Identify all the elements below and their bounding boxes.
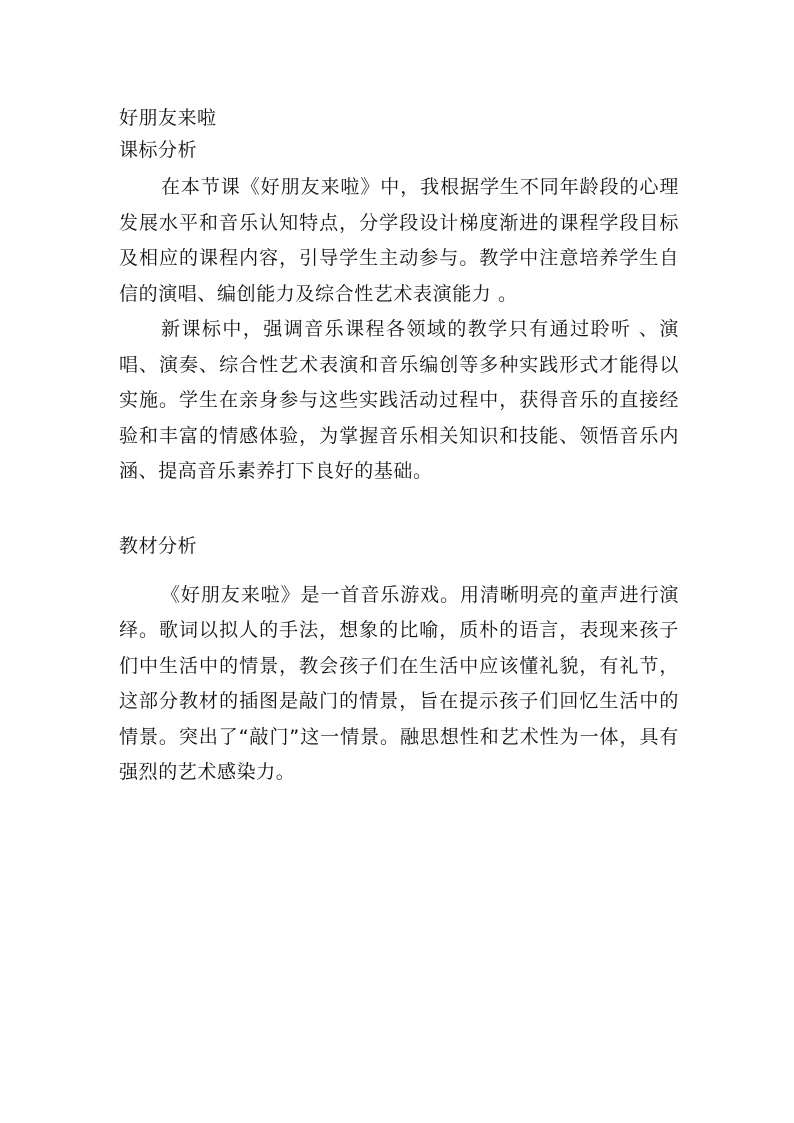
paragraph-material-1: 《好朋友来啦》是一首音乐游戏。用清晰明亮的童声进行演绎。歌词以拟人的手法，想象的比喻，质朴的语言，表现来孩子们中生活中的情景，教会孩子们在生活中应该懂礼貌，有礼节，这部分教材的插图是敲门的情景，旨在提示孩子们回忆生活中的情景。突出了“敲门”这一情景。融思想性和艺术性为一体，具有强烈的艺术感染力。 (119, 583, 679, 783)
paragraph-curriculum-1: 在本节课《好朋友来啦》中，我根据学生不同年龄段的心理发展水平和音乐认知特点，分学段设计梯度渐进的课程学段目标及相应的课程内容，引导学生主动参与。教学中注意培养学生自信的演唱、编创能力及综合性艺术表演能力 。 (119, 176, 679, 305)
section-heading-curriculum: 课标分析 (119, 139, 198, 161)
section-heading-material: 教材分析 (119, 534, 198, 557)
spacer (119, 490, 679, 530)
paragraph-curriculum-2: 新课标中，强调音乐课程各领域的教学只有通过聆听 、演唱、演奏、综合性艺术表演和音乐编创等多种实践形式才能得以实施。学生在亲身参与这些实践活动过程中，获得音乐的直接经验和丰富的情感体验，为掌握音乐相关知识和技能、领悟音乐内涵、提高音乐素养打下良好的基础。 (119, 318, 679, 482)
spacer (119, 562, 679, 578)
document-title: 好朋友来啦 (119, 107, 217, 129)
document-content (119, 102, 679, 791)
